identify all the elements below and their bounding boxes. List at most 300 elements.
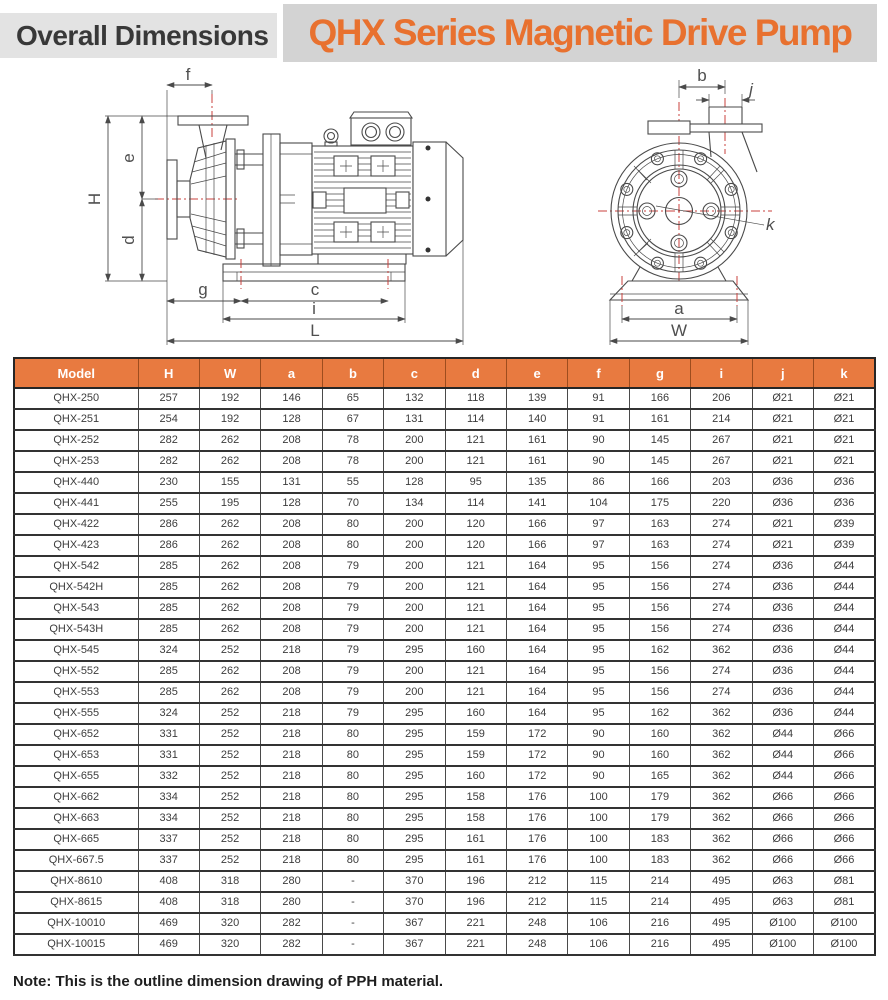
model-cell: QHX-543	[14, 598, 138, 619]
value-cell: 362	[691, 766, 752, 787]
value-cell: 121	[445, 682, 506, 703]
value-cell: 121	[445, 619, 506, 640]
value-cell: 196	[445, 871, 506, 892]
value-cell: 164	[506, 598, 567, 619]
value-cell: 495	[691, 913, 752, 934]
value-cell: 86	[568, 472, 629, 493]
value-cell: 175	[629, 493, 690, 514]
value-cell: 161	[445, 850, 506, 871]
dimensions-table	[13, 357, 876, 956]
value-cell: 141	[506, 493, 567, 514]
model-cell: QHX-667.5	[14, 850, 138, 871]
value-cell: Ø21	[813, 409, 875, 430]
column-header-k: k	[813, 358, 875, 388]
dim-label-b: b	[697, 66, 707, 85]
value-cell: 183	[629, 829, 690, 850]
model-cell: QHX-662	[14, 787, 138, 808]
value-cell: -	[322, 934, 383, 955]
value-cell: 172	[506, 766, 567, 787]
value-cell: 285	[138, 577, 199, 598]
column-header-f: f	[568, 358, 629, 388]
value-cell: 161	[445, 829, 506, 850]
value-cell: 176	[506, 850, 567, 871]
table-row	[14, 892, 875, 913]
value-cell: 212	[506, 871, 567, 892]
value-cell: 367	[384, 913, 445, 934]
value-cell: 200	[384, 535, 445, 556]
value-cell: Ø44	[813, 703, 875, 724]
value-cell: 80	[322, 514, 383, 535]
value-cell: 274	[691, 514, 752, 535]
value-cell: 295	[384, 808, 445, 829]
table-row	[14, 640, 875, 661]
model-cell: QHX-252	[14, 430, 138, 451]
value-cell: 331	[138, 745, 199, 766]
value-cell: 282	[261, 934, 322, 955]
value-cell: 200	[384, 661, 445, 682]
value-cell: 295	[384, 745, 445, 766]
material-note: Note: This is the outline dimension drawing of PPH material.	[13, 973, 444, 990]
bracket-plate	[263, 134, 280, 266]
column-header-i: i	[691, 358, 752, 388]
value-cell: 162	[629, 640, 690, 661]
value-cell: 121	[445, 598, 506, 619]
model-cell: QHX-555	[14, 703, 138, 724]
value-cell: 262	[199, 535, 260, 556]
value-cell: 285	[138, 661, 199, 682]
value-cell: 192	[199, 409, 260, 430]
value-cell: Ø44	[813, 661, 875, 682]
value-cell: 140	[506, 409, 567, 430]
value-cell: Ø63	[752, 892, 813, 913]
value-cell: 262	[199, 619, 260, 640]
model-cell: QHX-542H	[14, 577, 138, 598]
table-row	[14, 472, 875, 493]
value-cell: 114	[445, 493, 506, 514]
value-cell: Ø36	[752, 619, 813, 640]
value-cell: 221	[445, 934, 506, 955]
value-cell: 362	[691, 850, 752, 871]
value-cell: 262	[199, 430, 260, 451]
value-cell: 90	[568, 451, 629, 472]
value-cell: 195	[199, 493, 260, 514]
value-cell: 106	[568, 913, 629, 934]
value-cell: Ø66	[752, 850, 813, 871]
value-cell: 79	[322, 556, 383, 577]
value-cell: 159	[445, 745, 506, 766]
value-cell: 362	[691, 703, 752, 724]
value-cell: 208	[261, 682, 322, 703]
value-cell: Ø39	[813, 535, 875, 556]
value-cell: 248	[506, 934, 567, 955]
value-cell: 295	[384, 829, 445, 850]
model-cell: QHX-250	[14, 388, 138, 409]
value-cell: 80	[322, 766, 383, 787]
dim-label-i: i	[312, 299, 316, 318]
value-cell: 218	[261, 850, 322, 871]
value-cell: 200	[384, 556, 445, 577]
value-cell: 172	[506, 724, 567, 745]
value-cell: 179	[629, 808, 690, 829]
value-cell: 200	[384, 619, 445, 640]
value-cell: 252	[199, 724, 260, 745]
value-cell: 79	[322, 598, 383, 619]
column-header-h: H	[138, 358, 199, 388]
value-cell: 95	[568, 598, 629, 619]
table-row	[14, 829, 875, 850]
value-cell: 208	[261, 577, 322, 598]
table-row	[14, 514, 875, 535]
value-cell: 97	[568, 535, 629, 556]
dim-label-d: d	[119, 235, 138, 245]
value-cell: 121	[445, 430, 506, 451]
value-cell: 97	[568, 514, 629, 535]
value-cell: Ø81	[813, 892, 875, 913]
eye-bolt	[324, 129, 338, 143]
value-cell: 208	[261, 556, 322, 577]
value-cell: 172	[506, 745, 567, 766]
table-row	[14, 850, 875, 871]
stud-nut-bottom	[237, 229, 244, 248]
table-row	[14, 388, 875, 409]
table-row	[14, 934, 875, 955]
value-cell: 262	[199, 682, 260, 703]
value-cell: Ø66	[813, 766, 875, 787]
value-cell: 295	[384, 766, 445, 787]
value-cell: 285	[138, 619, 199, 640]
value-cell: 282	[138, 430, 199, 451]
value-cell: 80	[322, 850, 383, 871]
value-cell: Ø36	[752, 493, 813, 514]
value-cell: 248	[506, 913, 567, 934]
value-cell: Ø44	[813, 619, 875, 640]
value-cell: 90	[568, 745, 629, 766]
value-cell: 295	[384, 787, 445, 808]
value-cell: Ø66	[752, 829, 813, 850]
value-cell: 166	[629, 388, 690, 409]
value-cell: 135	[506, 472, 567, 493]
value-cell: 176	[506, 808, 567, 829]
column-header-w: W	[199, 358, 260, 388]
value-cell: 320	[199, 913, 260, 934]
motor-slot-left	[313, 192, 326, 208]
value-cell: 280	[261, 892, 322, 913]
table-row	[14, 787, 875, 808]
model-cell: QHX-423	[14, 535, 138, 556]
value-cell: 332	[138, 766, 199, 787]
base-plate	[223, 264, 405, 281]
rear-bolt-dot	[426, 248, 431, 253]
model-cell: QHX-10010	[14, 913, 138, 934]
value-cell: 155	[199, 472, 260, 493]
value-cell: Ø36	[752, 703, 813, 724]
value-cell: 95	[568, 577, 629, 598]
value-cell: Ø44	[813, 682, 875, 703]
value-cell: 80	[322, 808, 383, 829]
value-cell: Ø21	[813, 430, 875, 451]
value-cell: Ø36	[752, 556, 813, 577]
value-cell: 65	[322, 388, 383, 409]
value-cell: 95	[568, 682, 629, 703]
value-cell: 196	[445, 892, 506, 913]
value-cell: 166	[629, 472, 690, 493]
value-cell: 218	[261, 640, 322, 661]
value-cell: 90	[568, 724, 629, 745]
value-cell: 362	[691, 640, 752, 661]
motor-feet	[318, 254, 406, 264]
value-cell: 274	[691, 556, 752, 577]
value-cell: 95	[568, 619, 629, 640]
eye-bolt-inner	[328, 133, 335, 140]
value-cell: 163	[629, 514, 690, 535]
value-cell: 200	[384, 577, 445, 598]
value-cell: 165	[629, 766, 690, 787]
section-title-banner	[0, 13, 277, 58]
value-cell: 145	[629, 451, 690, 472]
dim-label-a: a	[674, 299, 684, 318]
top-bracket-plate	[648, 121, 690, 134]
value-cell: Ø36	[752, 598, 813, 619]
value-cell: 286	[138, 514, 199, 535]
value-cell: 295	[384, 850, 445, 871]
model-cell: QHX-10015	[14, 934, 138, 955]
value-cell: 158	[445, 787, 506, 808]
value-cell: 120	[445, 514, 506, 535]
value-cell: -	[322, 913, 383, 934]
table-row	[14, 661, 875, 682]
value-cell: 164	[506, 661, 567, 682]
value-cell: 176	[506, 787, 567, 808]
value-cell: 262	[199, 598, 260, 619]
value-cell: 156	[629, 661, 690, 682]
table-row	[14, 409, 875, 430]
value-cell: 280	[261, 871, 322, 892]
terminal-box-lid	[350, 112, 412, 118]
value-cell: 159	[445, 724, 506, 745]
table-row	[14, 430, 875, 451]
value-cell: Ø66	[813, 745, 875, 766]
value-cell: Ø100	[752, 934, 813, 955]
value-cell: 267	[691, 430, 752, 451]
value-cell: 106	[568, 934, 629, 955]
header-row	[14, 358, 875, 388]
value-cell: 79	[322, 640, 383, 661]
value-cell: 252	[199, 808, 260, 829]
value-cell: 320	[199, 934, 260, 955]
value-cell: 166	[506, 535, 567, 556]
value-cell: 274	[691, 619, 752, 640]
table-row	[14, 724, 875, 745]
value-cell: 274	[691, 577, 752, 598]
value-cell: Ø100	[752, 913, 813, 934]
value-cell: Ø66	[813, 808, 875, 829]
value-cell: 274	[691, 661, 752, 682]
value-cell: 80	[322, 535, 383, 556]
model-cell: QHX-552	[14, 661, 138, 682]
value-cell: 216	[629, 913, 690, 934]
dim-label-e: e	[119, 153, 138, 163]
value-cell: 78	[322, 430, 383, 451]
value-cell: 408	[138, 871, 199, 892]
table-row	[14, 745, 875, 766]
value-cell: 262	[199, 556, 260, 577]
value-cell: 214	[629, 871, 690, 892]
value-cell: 156	[629, 598, 690, 619]
value-cell: 91	[568, 388, 629, 409]
value-cell: Ø66	[752, 787, 813, 808]
value-cell: Ø100	[813, 934, 875, 955]
value-cell: Ø44	[752, 724, 813, 745]
value-cell: 164	[506, 640, 567, 661]
value-cell: Ø44	[813, 640, 875, 661]
value-cell: 285	[138, 682, 199, 703]
value-cell: 214	[691, 409, 752, 430]
model-cell: QHX-440	[14, 472, 138, 493]
value-cell: 91	[568, 409, 629, 430]
value-cell: 79	[322, 577, 383, 598]
rear-bolt-dot	[426, 146, 431, 151]
value-cell: 131	[384, 409, 445, 430]
column-header-d: d	[445, 358, 506, 388]
value-cell: 295	[384, 724, 445, 745]
value-cell: 121	[445, 451, 506, 472]
value-cell: 362	[691, 724, 752, 745]
table-row	[14, 535, 875, 556]
dim-label-W: W	[670, 321, 688, 340]
value-cell: 200	[384, 682, 445, 703]
value-cell: 286	[138, 535, 199, 556]
value-cell: 408	[138, 892, 199, 913]
stud-nut-top	[237, 150, 244, 169]
value-cell: 78	[322, 451, 383, 472]
column-header-c: c	[384, 358, 445, 388]
column-header-g: g	[629, 358, 690, 388]
model-cell: QHX-543H	[14, 619, 138, 640]
value-cell: 70	[322, 493, 383, 514]
value-cell: 160	[445, 703, 506, 724]
value-cell: -	[322, 892, 383, 913]
model-cell: QHX-8610	[14, 871, 138, 892]
value-cell: 221	[445, 913, 506, 934]
value-cell: 295	[384, 640, 445, 661]
motor-rear-bevel	[446, 142, 463, 256]
value-cell: 161	[506, 451, 567, 472]
value-cell: 200	[384, 598, 445, 619]
model-cell: QHX-655	[14, 766, 138, 787]
value-cell: Ø36	[752, 661, 813, 682]
value-cell: 100	[568, 808, 629, 829]
value-cell: 285	[138, 598, 199, 619]
value-cell: Ø36	[752, 577, 813, 598]
value-cell: 218	[261, 808, 322, 829]
column-header-model: Model	[14, 358, 138, 388]
value-cell: 252	[199, 766, 260, 787]
value-cell: 337	[138, 829, 199, 850]
column-header-e: e	[506, 358, 567, 388]
value-cell: 164	[506, 703, 567, 724]
value-cell: 218	[261, 766, 322, 787]
value-cell: 95	[568, 703, 629, 724]
value-cell: Ø44	[752, 766, 813, 787]
model-cell: QHX-653	[14, 745, 138, 766]
value-cell: 164	[506, 682, 567, 703]
value-cell: -	[322, 871, 383, 892]
value-cell: 208	[261, 661, 322, 682]
value-cell: 324	[138, 703, 199, 724]
model-cell: QHX-441	[14, 493, 138, 514]
value-cell: 337	[138, 850, 199, 871]
value-cell: 218	[261, 724, 322, 745]
dimension-drawings	[0, 64, 888, 357]
value-cell: 100	[568, 850, 629, 871]
value-cell: 160	[445, 640, 506, 661]
value-cell: 115	[568, 871, 629, 892]
value-cell: Ø21	[752, 514, 813, 535]
value-cell: 120	[445, 535, 506, 556]
value-cell: 208	[261, 430, 322, 451]
value-cell: 218	[261, 745, 322, 766]
model-cell: QHX-545	[14, 640, 138, 661]
value-cell: Ø44	[813, 556, 875, 577]
value-cell: Ø81	[813, 871, 875, 892]
value-cell: 121	[445, 661, 506, 682]
value-cell: Ø39	[813, 514, 875, 535]
value-cell: 469	[138, 913, 199, 934]
value-cell: 208	[261, 598, 322, 619]
value-cell: 362	[691, 829, 752, 850]
product-title-banner	[283, 4, 877, 62]
value-cell: 274	[691, 535, 752, 556]
front-discharge-flange	[687, 124, 762, 132]
value-cell: 67	[322, 409, 383, 430]
dim-label-j: j	[749, 80, 753, 99]
terminal-box	[351, 118, 411, 145]
value-cell: 160	[445, 766, 506, 787]
value-cell: 274	[691, 598, 752, 619]
section-title: Overall Dimensions	[16, 19, 269, 51]
value-cell: 128	[261, 493, 322, 514]
value-cell: 164	[506, 619, 567, 640]
value-cell: Ø21	[752, 451, 813, 472]
value-cell: 218	[261, 829, 322, 850]
value-cell: 362	[691, 787, 752, 808]
value-cell: Ø44	[813, 598, 875, 619]
value-cell: 220	[691, 493, 752, 514]
tie-rods	[235, 154, 263, 244]
dim-label-L: L	[310, 321, 320, 340]
value-cell: Ø21	[752, 388, 813, 409]
value-cell: 200	[384, 451, 445, 472]
value-cell: 262	[199, 661, 260, 682]
value-cell: Ø36	[752, 640, 813, 661]
value-cell: 80	[322, 787, 383, 808]
value-cell: 156	[629, 619, 690, 640]
value-cell: 90	[568, 766, 629, 787]
table-row	[14, 598, 875, 619]
value-cell: 90	[568, 430, 629, 451]
value-cell: 156	[629, 682, 690, 703]
value-cell: 252	[199, 640, 260, 661]
value-cell: 95	[568, 661, 629, 682]
value-cell: 139	[506, 388, 567, 409]
table-row	[14, 493, 875, 514]
value-cell: 208	[261, 451, 322, 472]
model-cell: QHX-422	[14, 514, 138, 535]
value-cell: 95	[568, 640, 629, 661]
column-header-a: a	[261, 358, 322, 388]
model-cell: QHX-652	[14, 724, 138, 745]
value-cell: Ø100	[813, 913, 875, 934]
